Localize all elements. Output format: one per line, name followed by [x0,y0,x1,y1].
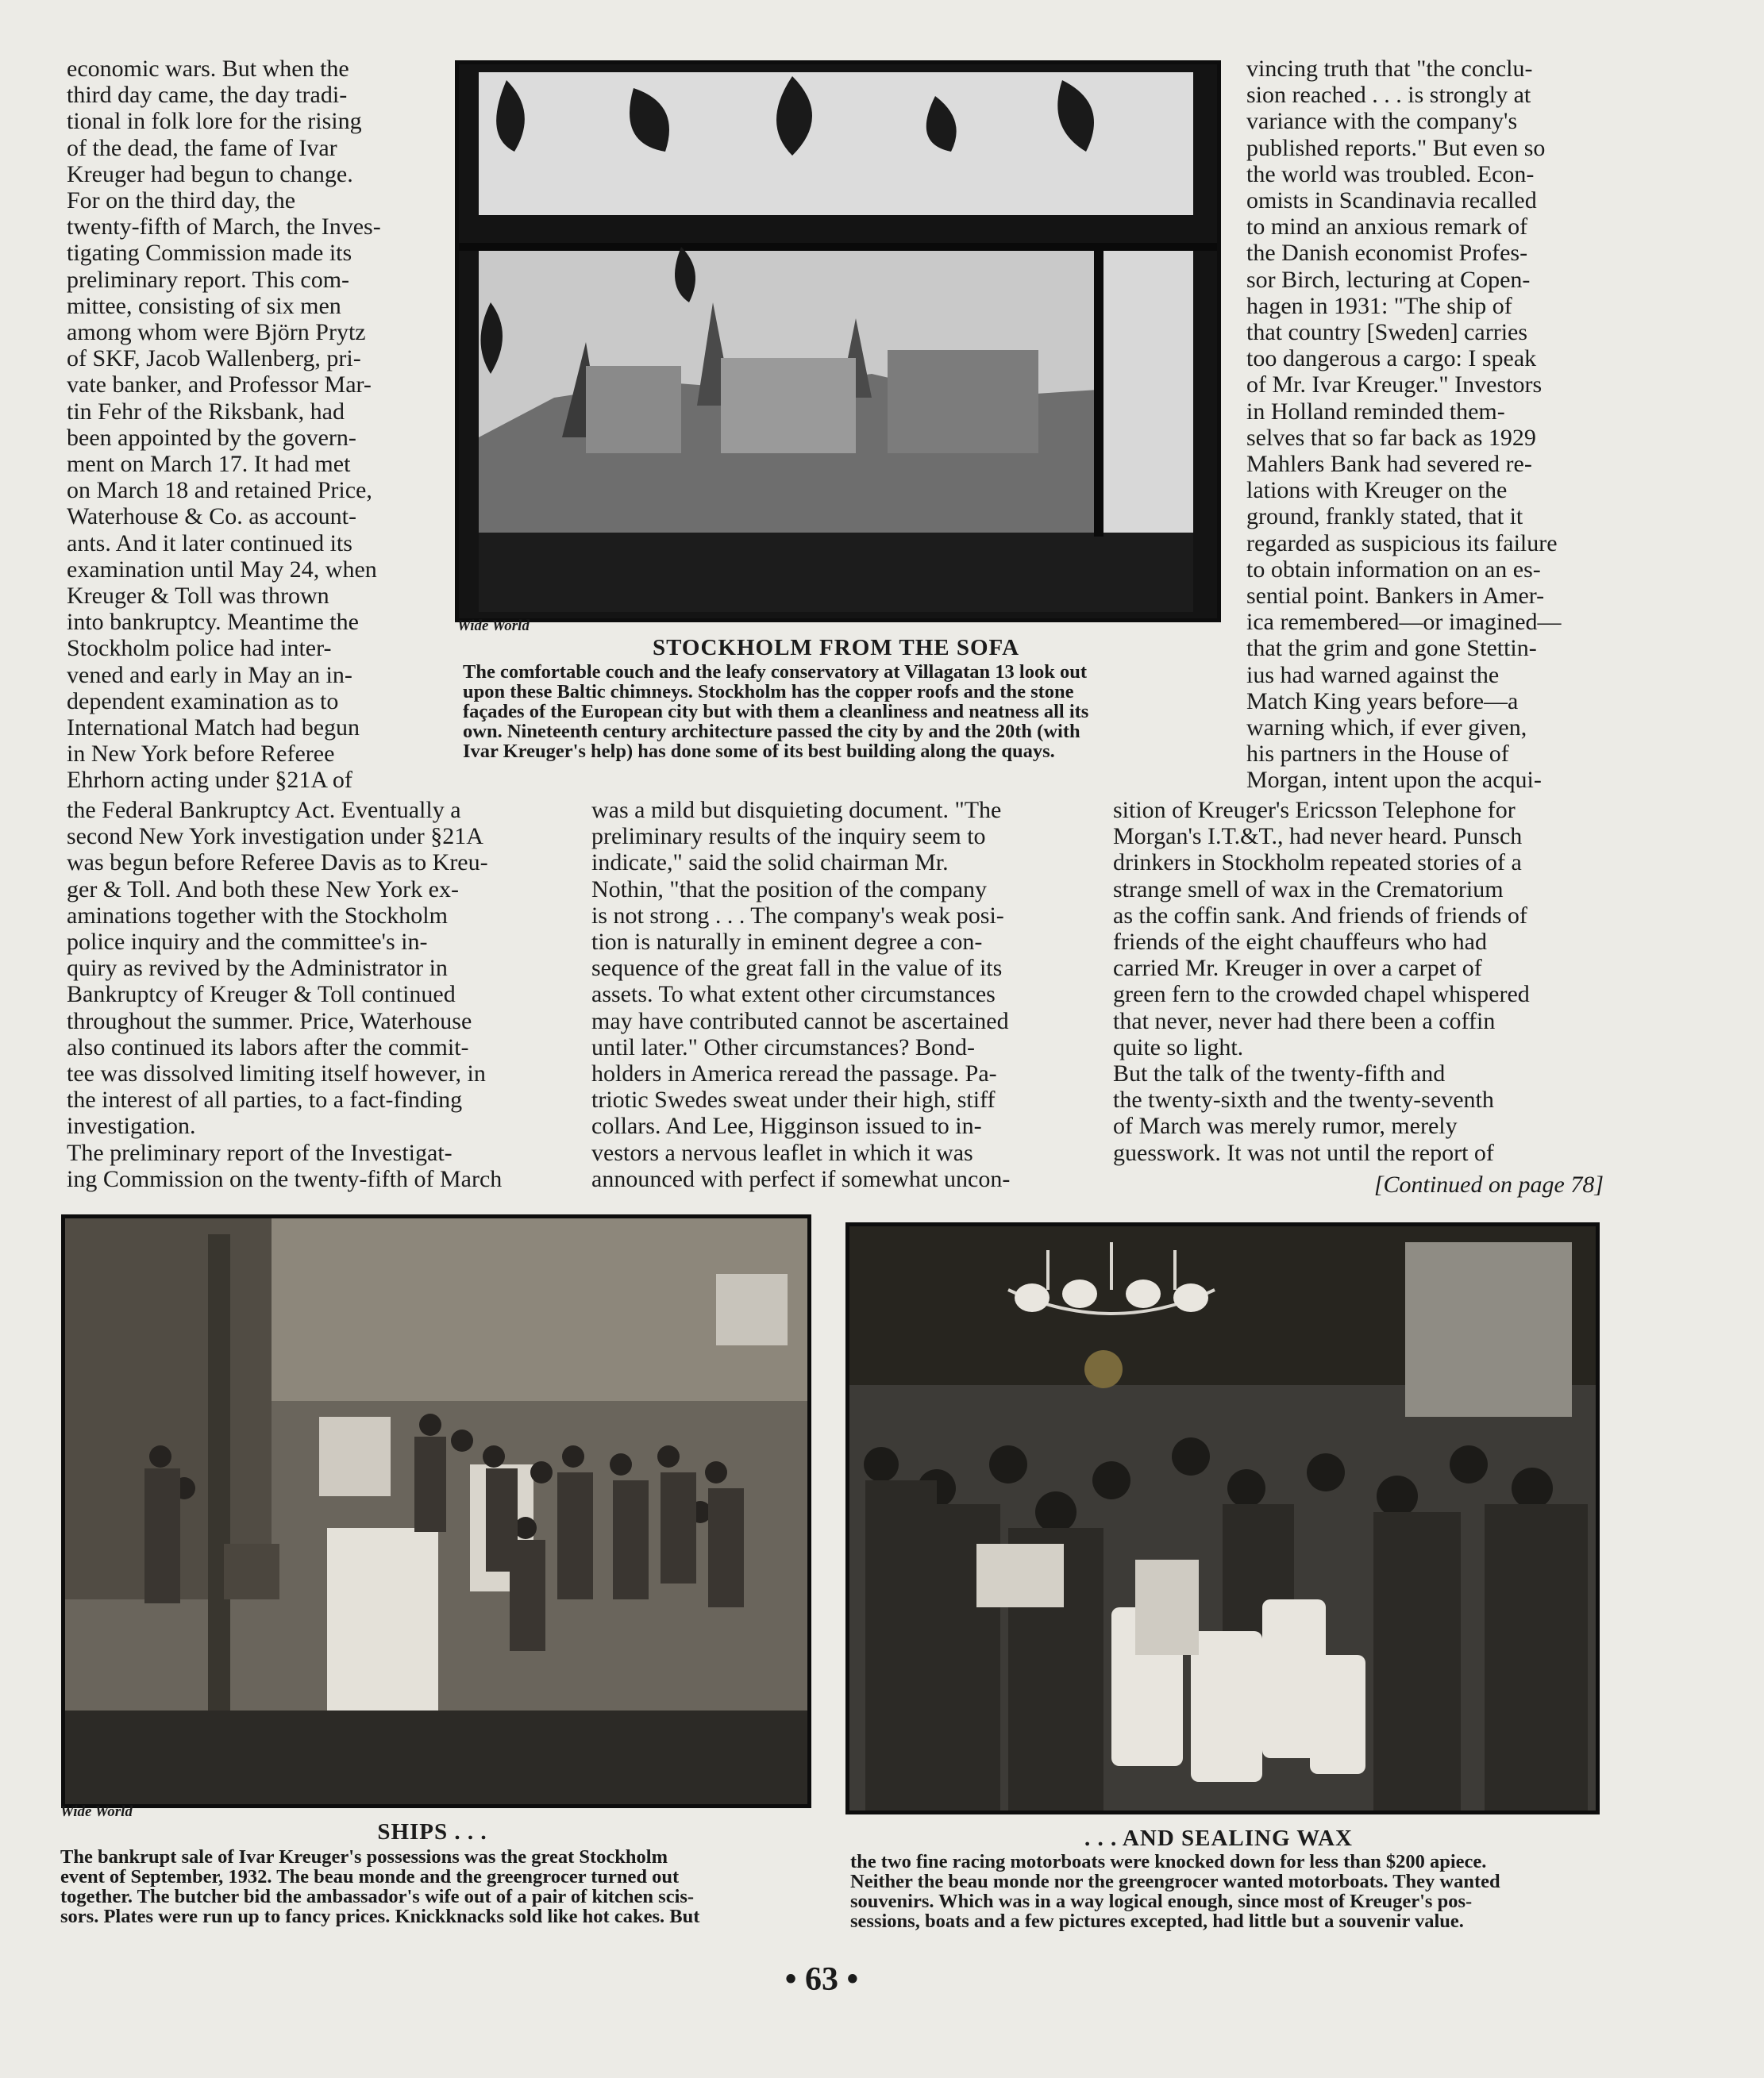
continued-note: [Continued on page 78] [1373,1172,1604,1198]
column2-text: was a mild but disquieting document. "The preliminary results of the inquiry seem to indicate," said the solid chairman Mr. Nothin, "that the position of the company is not strong . . . The company's weak posi- tion is naturally in eminent degree a con- sequence of the great fall in the value of its assets. To what extent other circumstances may have contributed cannot be ascertained until later." Other circumstances? Bond- holders in America reread the passage. Pa- triotic Swedes sweat under their high, stiff collars. And Lee, Higginson issued to in- vestors a nervous leaflet in which it was announced with perfect if somewhat uncon- [591,797,1011,1192]
photo-top-title: STOCKHOLM FROM THE SOFA [652,635,1020,660]
photo-credit-top: Wide World [457,618,530,634]
photo-top-caption: The comfortable couch and the leafy conservatory at Villagatan 13 look out upon these Baltic chimneys. Stockholm has the copper roofs and the stone façades of the European city but with them a cleanliness and neatness all its own. Nineteenth century architecture passed the city by and the 20th (with Ivar Kreuger's help) has done some of its best building along the quays. [463,661,1089,762]
page-number: • 63 • [784,1961,859,1998]
column3-lower-text: sition of Kreuger's Ericsson Telephone for Morgan's I.T.&T., had never heard. Punsch drinkers in Stockholm repeated stories of a strange smell of wax in the Crematorium as the coffin sank. And friends of friends of friends of the eight chauffeurs who had carried Mr. Kreuger in over a carpet of green fern to the crowded chapel whispered that never, never had there been a coffin quite so light. But the talk of the twenty-fifth and the twenty-sixth and the twenty-seventh of March was merely rumor, merely guesswork. It was not until the report of [1113,797,1530,1166]
column3-text: vincing truth that "the conclu- sion reached . . . is strongly at variance with the company's published reports." But even so the world was troubled. Econ- omists in Scandinavia recalled to mind an anxious remark of the Danish economist Profes- sor Birch, lecturing at Copen- hagen in 1931: "The ship of that country [Sweden] carries too dangerous a cargo: I speak of Mr. Ivar Kreuger." Investors in Holland reminded them- selves that so far back as 1929 Mahlers Bank had severed re- lations with Kreuger on the ground, frankly stated, that it regarded as suspicious its failure to obtain information on an es- sential point. Bankers in Amer- ica remembered—or imagined— that the grim and gone Stettin- ius had warned against the Match King years before—a warning which, if ever given, his partners in the House of Morgan, intent upon the acqui- [1246,56,1562,794]
ships-caption: The bankrupt sale of Ivar Kreuger's possessions was the great Stockholm event of September, 1932. The beau monde and the greengrocer turned out together. The butcher bid the ambassador's wife out of a pair of kitchen scis- sors. Plates were run up to fancy prices. Knickknacks sold like hot cakes. But [60,1846,700,1927]
ships-photo [61,1214,811,1808]
sealing-wax-caption: the two fine racing motorboats were knocked down for less than $200 apiece. Neither the beau monde nor the greengrocer wanted motorboats. They wanted souvenirs. Which was in a way logical enough, since most of Kreuger's pos- sessions, boats and a few pictures excepted, had little but a souvenir value. [850,1851,1500,1932]
sealing-wax-title: . . . AND SEALING WAX [1084,1826,1353,1851]
column1-lower-text: the Federal Bankruptcy Act. Eventually a second New York investigation under §21A was begun before Referee Davis as to Kreu- ger & Toll. And both these New York ex- aminations together with the Stockholm police inquiry and the committee's in- quiry as revived by the Administrator in Bankruptcy of Kreuger & Toll continued throughout the summer. Price, Waterhouse also continued its labors after the commit- tee was dissolved limiting itself however, in the interest of all parties, to a fact-finding investigation. The preliminary report of the Investigat- ing Commission on the twenty-fifth of March [67,797,503,1192]
sealing-wax-photo [845,1222,1600,1814]
column1-text: economic wars. But when the third day came, the day tradi- tional in folk lore for the rising of the dead, the fame of Ivar Kreuger had begun to change. For on the third day, the twenty-fifth of March, the Inves- tigating Commission made its preliminary report. This com- mittee, consisting of six men among whom were Björn Prytz of SKF, Jacob Wallenberg, pri- vate banker, and Professor Mar- tin Fehr of the Riksbank, had been appointed by the govern- ment on March 17. It had met on March 18 and retained Price, Waterhouse & Co. as account- ants. And it later continued its examination until May 24, when Kreuger & Toll was thrown into bankruptcy. Meantime the Stockholm police had inter- vened and early in May an in- dependent examination as to International Match had begun in New York before Referee Ehrhorn acting under §21A of [67,56,381,794]
ships-title: SHIPS . . . [377,1819,487,1845]
photo-credit-left: Wide World [60,1803,133,1820]
stockholm-photo [455,60,1221,622]
